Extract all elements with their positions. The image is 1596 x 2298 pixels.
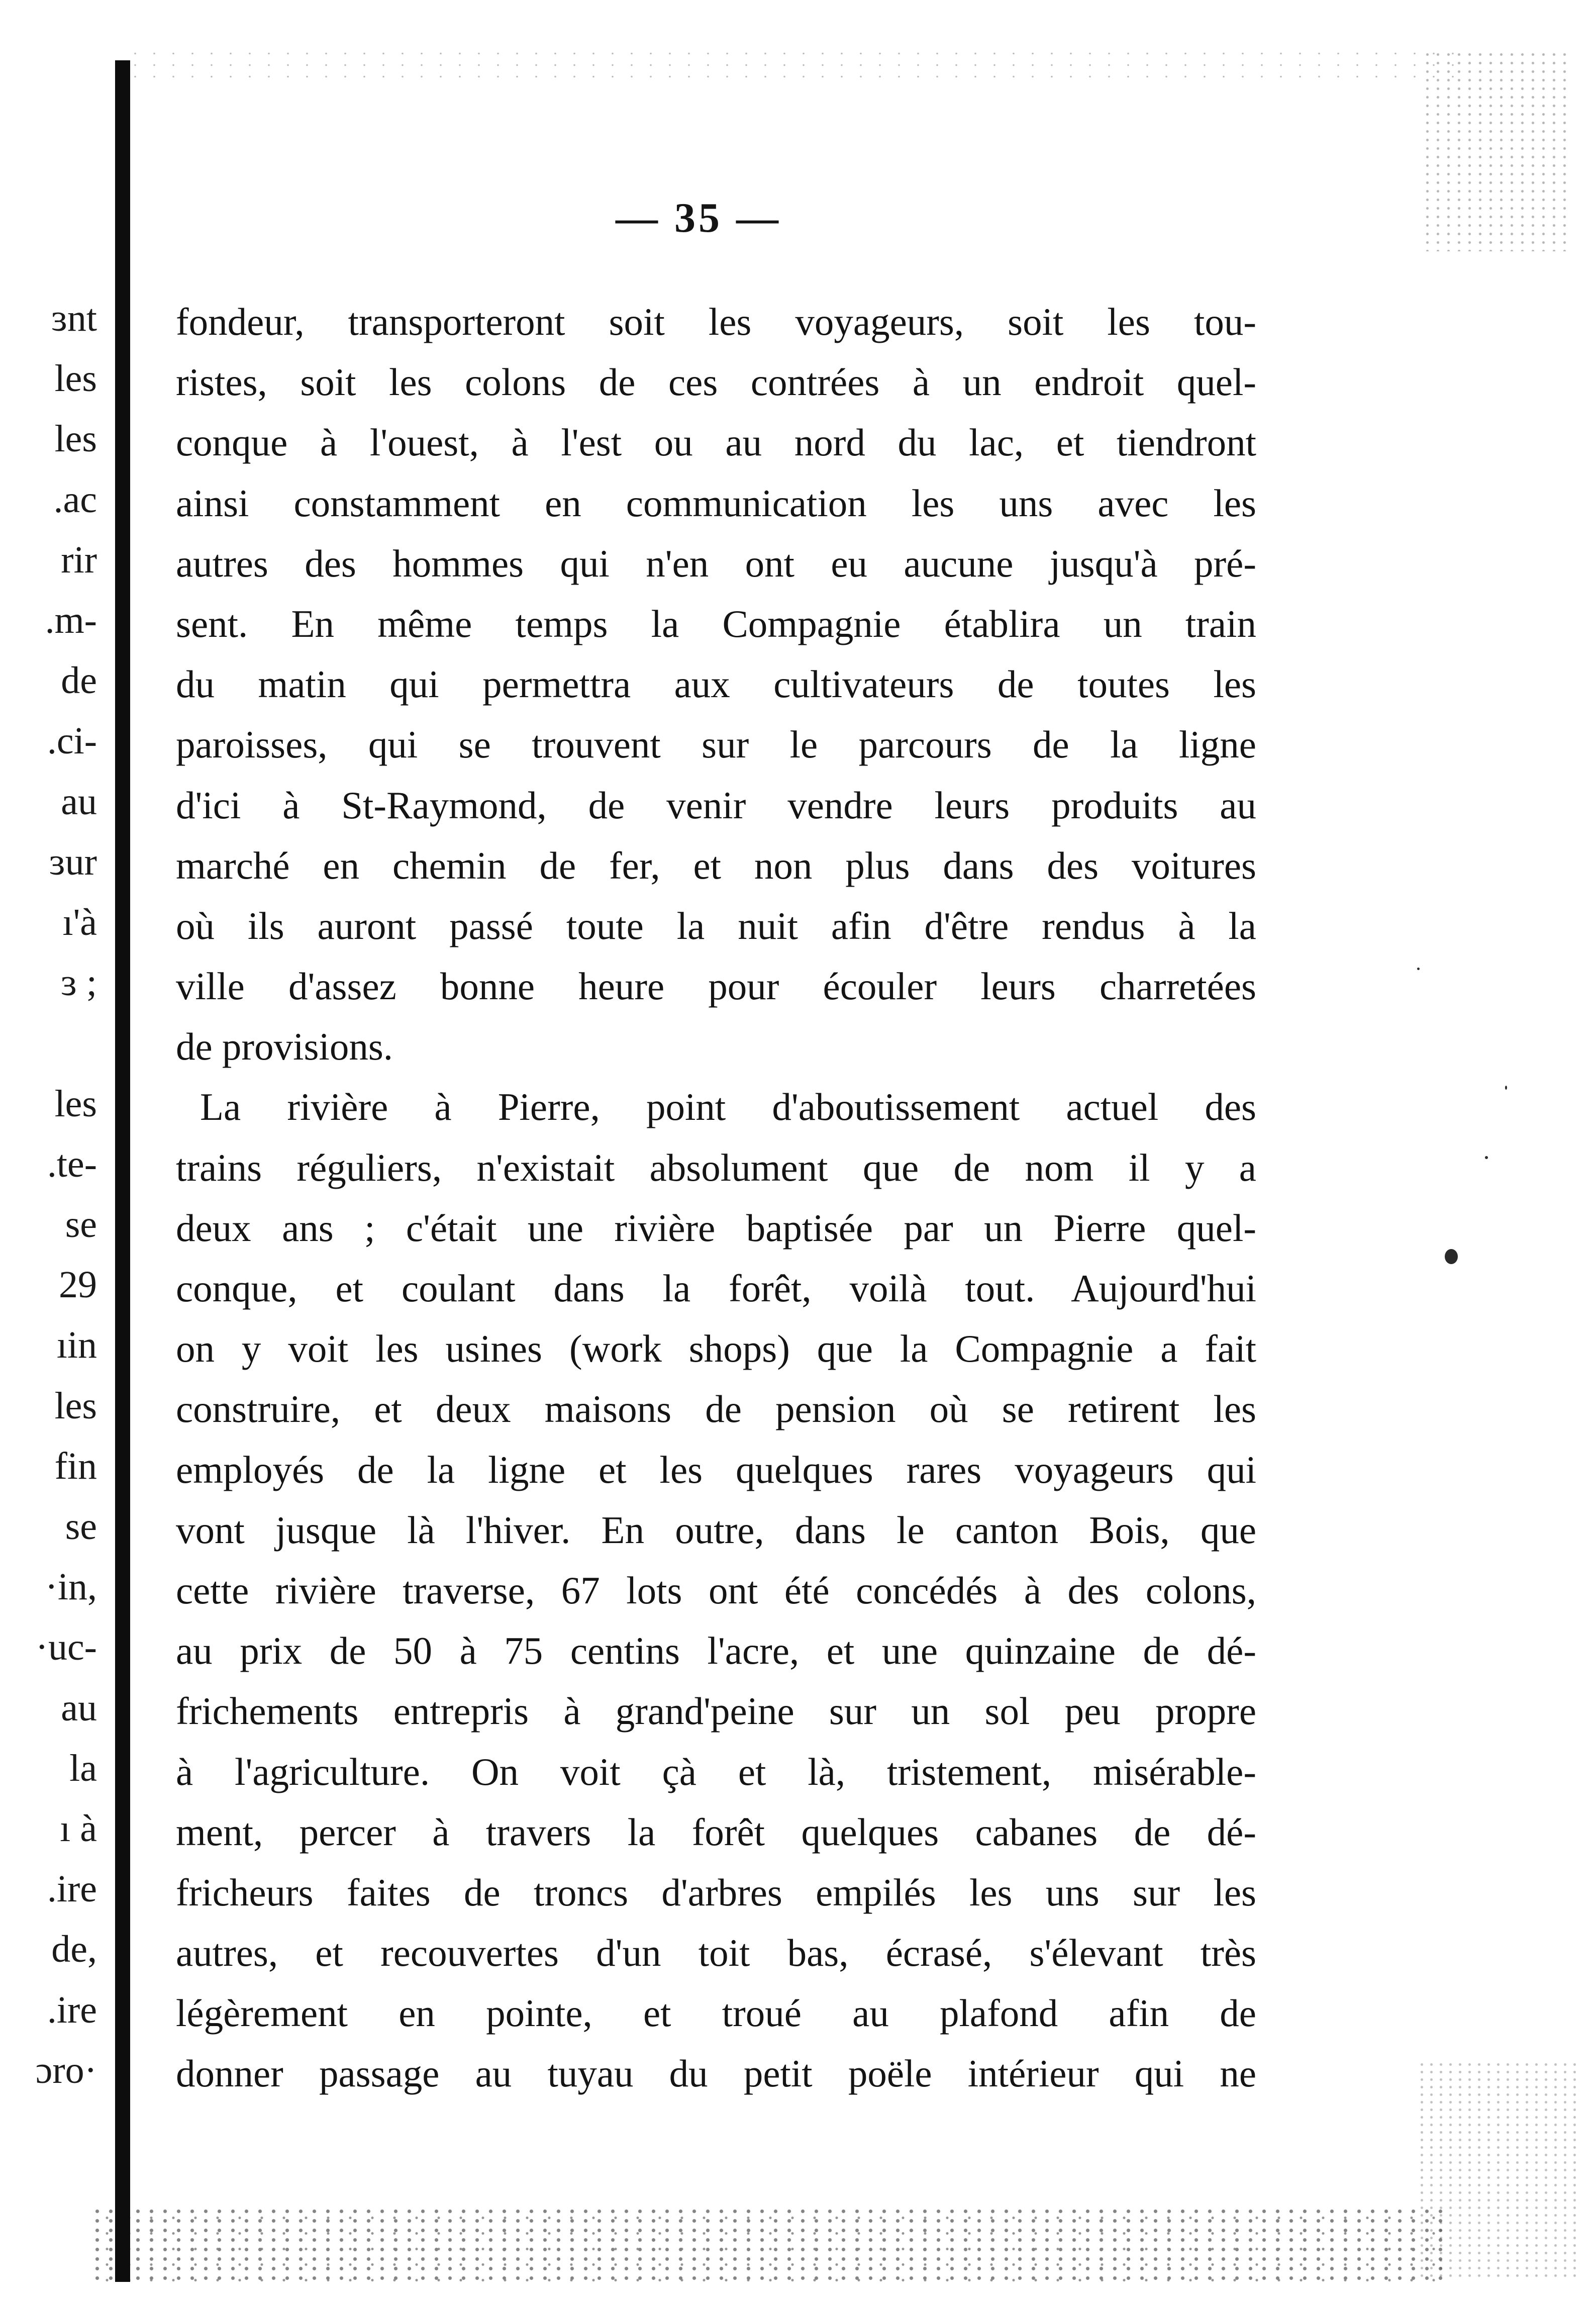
ink-speck	[1485, 1156, 1488, 1159]
text-line: fondeur, transporteront soit les voyageurs, soit les tou-	[176, 300, 1256, 343]
facing-page-fragment: ɔro·	[35, 2049, 97, 2091]
text-line: autres des hommes qui n'en ont eu aucune jusqu'à pré-	[176, 541, 1256, 585]
text-line: de provisions.	[176, 1025, 393, 1069]
facing-page-fragment: ıin	[56, 1324, 97, 1367]
facing-page-fragment: fin	[54, 1445, 97, 1487]
text-line: ville d'assez bonne heure pour écouler leurs charretées	[176, 965, 1256, 1008]
text-line: au prix de 50 à 75 centins l'acre, et une quinzaine de dé-	[176, 1629, 1256, 1673]
scan-noise-top	[126, 48, 1457, 78]
text-line: donner passage au tuyau du petit poële intérieur qui ne	[176, 2052, 1256, 2095]
facing-page-fragment: ·uc-	[35, 1626, 97, 1669]
facing-page-fragment: ı à	[60, 1807, 97, 1850]
text-line: vont jusque là l'hiver. En outre, dans le canton Bois, que	[176, 1508, 1256, 1552]
text-line: marché en chemin de fer, et non plus dans des voitures	[176, 843, 1256, 887]
text-line: conque à l'ouest, à l'est ou au nord du lac, et tiendront	[176, 421, 1256, 464]
text-line: paroisses, qui se trouvent sur le parcours de la ligne	[176, 723, 1256, 767]
facing-page-fragment: au	[61, 780, 97, 823]
facing-page-fragment: .te-	[47, 1142, 97, 1185]
facing-page-fragment: rir	[61, 538, 97, 581]
facing-page-fragment: ·in,	[45, 1566, 97, 1608]
body-text	[176, 292, 1256, 2104]
facing-page-fragment: ɜ ;	[60, 962, 97, 1004]
text-line: cette rivière traverse, 67 lots ont été concédés à des colons,	[176, 1568, 1256, 1612]
text-line: frichements entrepris à grand'peine sur un sol peu propre	[176, 1689, 1256, 1733]
text-line: où ils auront passé toute la nuit afin d'être rendus à la	[176, 904, 1256, 947]
text-line: construire, et deux maisons de pension où se retirent les	[176, 1387, 1256, 1431]
text-line: ristes, soit les colons de ces contrées à un endroit quel-	[176, 360, 1256, 404]
facing-page-fragment: au	[61, 1686, 97, 1729]
facing-page-fragment: .m-	[45, 599, 97, 641]
text-line: sent. En même temps la Compagnie établira un train	[176, 602, 1256, 645]
facing-page-fragment: la	[69, 1747, 97, 1789]
facing-page-fragment: ɜnt	[51, 297, 97, 339]
facing-page-fragment: les	[54, 418, 97, 460]
facing-page-fragment: les	[54, 1384, 97, 1427]
scan-noise-bottom	[90, 2207, 1447, 2282]
facing-page-fragment: ı'à	[62, 901, 97, 943]
text-line: d'ici à St-Raymond, de venir vendre leurs produits au	[176, 783, 1256, 827]
facing-page-fragment: .ire	[47, 1988, 97, 2031]
facing-page-fragment: de	[61, 659, 97, 702]
facing-page-edge	[0, 0, 108, 2298]
text-line: employés de la ligne et les quelques rares voyageurs qui	[176, 1448, 1256, 1491]
facing-page-fragment: .ire	[47, 1868, 97, 1910]
ink-speck	[1505, 1086, 1507, 1090]
text-line: ainsi constamment en communication les uns avec les	[176, 481, 1256, 525]
facing-page-fragment: les	[54, 1082, 97, 1125]
text-line: du matin qui permettra aux cultivateurs de toutes les	[176, 662, 1256, 706]
ink-speck	[1445, 1249, 1458, 1264]
text-line: ment, percer à travers la forêt quelques cabanes de dé-	[176, 1810, 1256, 1854]
text-line: deux ans ; c'était une rivière baptisée par un Pierre quel-	[176, 1206, 1256, 1250]
text-line: à l'agriculture. On voit çà et là, tristement, misérable-	[176, 1750, 1256, 1793]
facing-page-fragment: se	[65, 1505, 97, 1548]
text-line: légèrement en pointe, et troué au plafond afin de	[176, 1991, 1256, 2035]
scan-noise-top-right	[1422, 50, 1573, 251]
facing-page-fragment: 29	[59, 1264, 97, 1306]
text-line: La rivière à Pierre, point d'aboutissement actuel des	[200, 1085, 1256, 1129]
facing-page-fragment: de,	[51, 1928, 97, 1971]
text-line: fricheurs faites de troncs d'arbres empilés les uns sur les	[176, 1870, 1256, 1914]
facing-page-fragment: les	[54, 357, 97, 400]
facing-page-fragment: .ac	[53, 478, 97, 521]
facing-page-fragment: ɜur	[49, 840, 97, 883]
facing-page-fragment: .ci-	[47, 720, 97, 762]
page-number: — 35 —	[616, 195, 781, 241]
ink-speck	[1417, 968, 1420, 970]
text-line: autres, et recouvertes d'un toit bas, écrasé, s'élevant très	[176, 1931, 1256, 1975]
facing-page-fragment: se	[65, 1203, 97, 1246]
gutter-rule	[115, 60, 130, 2282]
text-line: on y voit les usines (work shops) que la Compagnie a fait	[176, 1327, 1256, 1371]
text-line: trains réguliers, n'existait absolument que de nom il y a	[176, 1145, 1256, 1189]
text-line: conque, et coulant dans la forêt, voilà tout. Aujourd'hui	[176, 1267, 1256, 1310]
